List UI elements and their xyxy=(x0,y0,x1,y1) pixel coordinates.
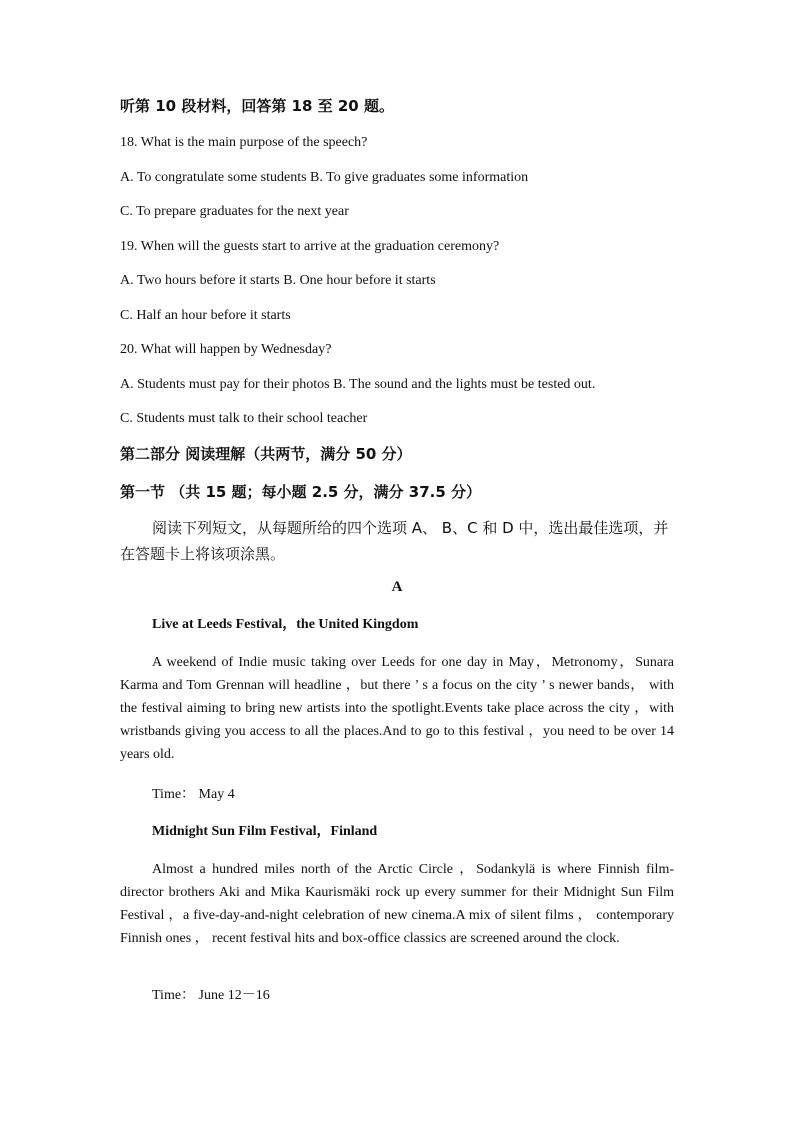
item1-title: Live at Leeds Festival，the United Kingdom xyxy=(152,617,419,632)
item1-time: Time： May 4 xyxy=(152,787,235,802)
question-19-options-ab: A. Two hours before it starts B. One hour before it starts xyxy=(120,273,436,288)
item2-time: Time： June 12－16 xyxy=(152,988,270,1003)
item2-body: Almost a hundred miles north of the Arctic Circle ，Sodankylä is where Finnish film-director brothers Aki and Mika Kaurismäki rock up every summer for their Midnight Sun Film Festival ，a five-day-and-night celebration of new cinema.A mix of silent films ， contemporary Finnish ones ， recent festival hits and box-office classics are screened around the clock. xyxy=(120,862,674,946)
section-one-heading: 第一节 （共 15 题；每小题 2.5 分，满分 37.5 分） xyxy=(120,483,482,501)
question-19: 19. When will the guests start to arrive at the graduation ceremony? xyxy=(120,239,500,254)
item1-body: A weekend of Indie music taking over Leeds for one day in May，Metronomy，Sunara Karma and Tom Grennan will headline ，but there ’ s a focus on the city ’ s newer bands， with the festival aiming to bring new artists into the spotlight.Events take place across the city ，with wristbands giving you access to all the places.And to go to this festival ，you need to be over 14 years old. xyxy=(120,655,674,762)
question-19-option-c: C. Half an hour before it starts xyxy=(120,308,291,323)
item2-title: Midnight Sun Film Festival，Finland xyxy=(152,824,378,839)
item1-body-block xyxy=(120,651,674,766)
reading-instructions: 阅读下列短文，从每题所给的四个选项 A、 B、C 和 D 中，选出最佳选项，并在答题卡上将该项涂黑。 xyxy=(120,519,669,563)
passage-label: A xyxy=(391,579,403,595)
item2-body-block xyxy=(120,858,674,950)
question-18: 18. What is the main purpose of the speech? xyxy=(120,135,368,150)
question-20-option-c: C. Students must talk to their school teacher xyxy=(120,411,368,426)
question-20: 20. What will happen by Wednesday? xyxy=(120,342,332,357)
part-two-heading: 第二部分 阅读理解（共两节，满分 50 分） xyxy=(120,445,412,463)
listening-heading: 听第 10 段材料，回答第 18 至 20 题。 xyxy=(120,97,394,115)
question-18-option-c: C. To prepare graduates for the next year xyxy=(120,204,349,219)
question-20-options-ab: A. Students must pay for their photos B. The sound and the lights must be tested out. xyxy=(120,377,596,392)
question-18-options-ab: A. To congratulate some students B. To give graduates some information xyxy=(120,170,529,185)
